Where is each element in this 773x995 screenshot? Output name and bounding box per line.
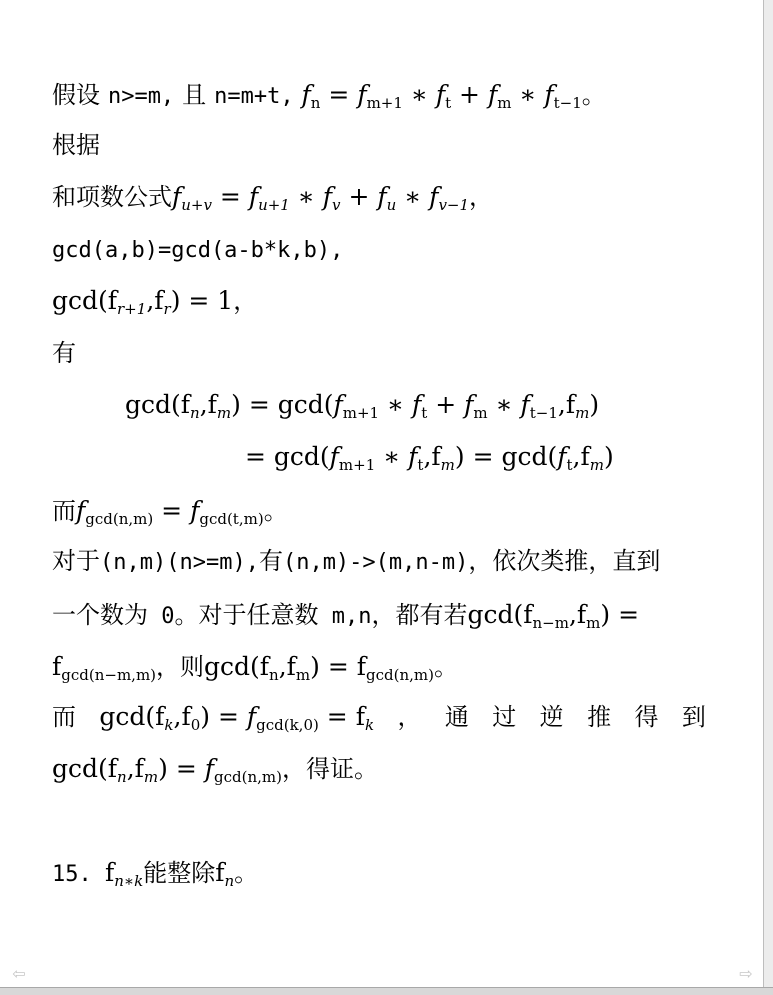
math: ,f bbox=[572, 442, 590, 471]
math: ) = gcd( bbox=[231, 390, 334, 419]
math-sub: u+v bbox=[181, 196, 212, 214]
text: ， bbox=[233, 287, 258, 315]
text: n=m+t, bbox=[214, 84, 294, 109]
math-sub: n∗k bbox=[114, 872, 144, 890]
line-proved bbox=[52, 752, 706, 786]
math-sub: k bbox=[164, 716, 174, 734]
text: 通 bbox=[444, 703, 469, 731]
math: f bbox=[172, 182, 182, 211]
math-sub: gcd(k,0) bbox=[256, 716, 319, 734]
math-sub: t−1 bbox=[553, 94, 582, 112]
math: f bbox=[204, 754, 214, 783]
line-derivation-1 bbox=[125, 388, 706, 422]
math: f bbox=[333, 390, 343, 419]
math: ) bbox=[603, 442, 614, 471]
text: 而 bbox=[52, 497, 76, 525]
text: 0 bbox=[148, 604, 175, 629]
math-sub: n bbox=[310, 94, 321, 112]
math: f bbox=[487, 80, 498, 109]
text: 。 bbox=[581, 81, 606, 109]
math: ∗ bbox=[402, 80, 436, 109]
math: ) = bbox=[158, 754, 205, 783]
line-derivation-2 bbox=[245, 440, 706, 474]
math-sub: m bbox=[216, 404, 232, 422]
math: = bbox=[320, 80, 358, 109]
text: ，都有若 bbox=[371, 601, 468, 629]
math: f bbox=[76, 496, 86, 525]
math: + bbox=[451, 80, 488, 109]
math-sub: 0 bbox=[190, 716, 201, 734]
next-page-arrow-icon[interactable]: ⇨ bbox=[739, 964, 753, 983]
math: f bbox=[435, 80, 446, 109]
line-basis bbox=[52, 128, 706, 162]
math: f bbox=[52, 652, 62, 681]
math: ,f bbox=[126, 754, 144, 783]
math: gcd(f bbox=[204, 652, 270, 681]
math: f bbox=[464, 390, 474, 419]
math: ,f bbox=[146, 286, 164, 315]
math-sub: u+1 bbox=[258, 196, 290, 214]
text: 有 bbox=[258, 547, 283, 575]
math-sub: gcd(n,m) bbox=[85, 510, 154, 528]
line-gcd-rule bbox=[52, 232, 706, 268]
math-sub: m+1 bbox=[366, 94, 403, 112]
math: ) = f bbox=[310, 652, 367, 681]
line-induction bbox=[52, 544, 706, 580]
math-sub: m bbox=[589, 456, 604, 474]
math-sub: n bbox=[269, 666, 279, 684]
text: ，得证。 bbox=[281, 755, 378, 783]
math: ) bbox=[589, 390, 600, 419]
math: f bbox=[190, 496, 200, 525]
math: ∗ bbox=[396, 182, 430, 211]
text: (n,m)(n>=m), bbox=[100, 550, 259, 575]
math: ∗ bbox=[379, 390, 412, 419]
math: = f bbox=[318, 702, 365, 731]
text: ，则 bbox=[156, 653, 205, 681]
text: 而 bbox=[52, 703, 76, 731]
math-sub: n bbox=[190, 404, 200, 422]
text: m,n bbox=[318, 604, 372, 629]
text: 推 bbox=[587, 703, 612, 731]
math: f bbox=[329, 442, 339, 471]
math-sub: gcd(n,m) bbox=[366, 666, 434, 684]
text: 和项数公式 bbox=[52, 183, 172, 211]
horizontal-scrollbar[interactable] bbox=[0, 987, 773, 995]
text: 得 bbox=[634, 703, 659, 731]
math: ,f bbox=[278, 652, 296, 681]
math: gcd(f bbox=[52, 754, 118, 783]
line-item-15 bbox=[52, 856, 706, 892]
math-sub: n−m bbox=[532, 614, 569, 632]
vertical-scrollbar[interactable] bbox=[763, 0, 773, 995]
math-sub: t bbox=[566, 456, 573, 474]
text: 。 bbox=[263, 497, 288, 525]
math: f bbox=[411, 390, 422, 419]
math: f bbox=[357, 80, 367, 109]
math: f bbox=[322, 182, 333, 211]
math: f bbox=[301, 80, 311, 109]
text: ，依次类推，直到 bbox=[468, 547, 661, 575]
math-sub: n bbox=[117, 768, 127, 786]
text: 对于 bbox=[52, 547, 100, 575]
math-sub: m bbox=[440, 456, 455, 474]
math-sub: v bbox=[332, 196, 341, 214]
math-sub: t bbox=[421, 404, 428, 422]
math-sub: r+1 bbox=[117, 300, 147, 318]
text: gcd(a,b)=gcd(a-b*k,b), bbox=[52, 238, 344, 263]
prev-page-arrow-icon[interactable]: ⇦ bbox=[12, 964, 26, 983]
math: f bbox=[377, 182, 387, 211]
math: + bbox=[340, 182, 378, 211]
text: 。 bbox=[234, 859, 259, 887]
math-sub: gcd(n,m) bbox=[214, 768, 282, 786]
line-conclusion-1 bbox=[52, 494, 706, 528]
math: gcd(f bbox=[52, 286, 118, 315]
math: f bbox=[544, 80, 554, 109]
math: ,f bbox=[423, 442, 441, 471]
math-sub: m bbox=[295, 666, 311, 684]
math: ∗ bbox=[375, 442, 409, 471]
line-backward bbox=[52, 700, 706, 734]
math-sub: m bbox=[497, 94, 512, 112]
math-sub: k bbox=[364, 716, 375, 734]
math: ∗ bbox=[487, 390, 521, 419]
math-sub: m bbox=[586, 614, 601, 632]
text: 逆 bbox=[539, 703, 564, 731]
math-sub: n bbox=[224, 872, 235, 890]
math-sub: t bbox=[417, 456, 424, 474]
math: f bbox=[246, 702, 257, 731]
math: ) = 1 bbox=[170, 286, 234, 315]
text: 假设 bbox=[52, 81, 100, 109]
text: 到 bbox=[681, 703, 706, 731]
math: gcd(f bbox=[125, 390, 191, 419]
math-sub: gcd(n−m,m) bbox=[61, 666, 157, 684]
math-sub: u bbox=[386, 196, 397, 214]
line-any-number bbox=[52, 598, 706, 634]
math: ) = bbox=[200, 702, 247, 731]
math: + bbox=[427, 390, 465, 419]
text: ， bbox=[397, 703, 422, 731]
line-gcd-adjacent bbox=[52, 284, 706, 318]
math-sub: m bbox=[575, 404, 590, 422]
math: ) = gcd( bbox=[454, 442, 558, 471]
line-sum-formula bbox=[52, 180, 706, 214]
math: f bbox=[557, 442, 567, 471]
math-sub: t−1 bbox=[529, 404, 558, 422]
math-sub: v−1 bbox=[438, 196, 470, 214]
math: ∗ bbox=[289, 182, 323, 211]
math: f bbox=[104, 858, 115, 887]
line-assumption bbox=[52, 78, 706, 114]
math: ∗ bbox=[511, 80, 545, 109]
text: 能整除 bbox=[143, 859, 216, 887]
text: 。对于任意数 bbox=[174, 601, 319, 629]
text: 有 bbox=[52, 339, 76, 367]
math: f bbox=[429, 182, 439, 211]
text: 根据 bbox=[52, 131, 100, 159]
line-then bbox=[52, 650, 706, 684]
math: ,f bbox=[173, 702, 191, 731]
math: f bbox=[408, 442, 418, 471]
math-sub: gcd(t,m) bbox=[199, 510, 264, 528]
math: = gcd( bbox=[245, 442, 330, 471]
math: gcd(f bbox=[99, 702, 165, 731]
math-sub: m bbox=[473, 404, 488, 422]
math: ,f bbox=[557, 390, 576, 419]
text: 一个数为 bbox=[52, 601, 148, 629]
math: f bbox=[520, 390, 530, 419]
text: n>=m, bbox=[107, 84, 175, 109]
math-sub: r bbox=[163, 300, 171, 318]
text: 15. bbox=[52, 862, 105, 887]
math-sub: m+1 bbox=[338, 456, 376, 474]
math-sub: t bbox=[445, 94, 452, 112]
text: ， bbox=[469, 183, 494, 211]
math: = bbox=[153, 496, 191, 525]
math: gcd(f bbox=[467, 600, 533, 629]
math: ,f bbox=[199, 390, 217, 419]
math-sub: m+1 bbox=[342, 404, 380, 422]
math: ,f bbox=[568, 600, 587, 629]
math: f bbox=[215, 858, 225, 887]
math: f bbox=[248, 182, 259, 211]
text: 。 bbox=[433, 653, 458, 681]
math: ) = bbox=[600, 600, 640, 629]
line-have bbox=[52, 336, 706, 370]
text: 且 bbox=[182, 81, 207, 109]
math-sub: m bbox=[143, 768, 159, 786]
math: = bbox=[211, 182, 249, 211]
text: (n,m)->(m,n-m) bbox=[282, 550, 469, 575]
text: 过 bbox=[492, 703, 517, 731]
